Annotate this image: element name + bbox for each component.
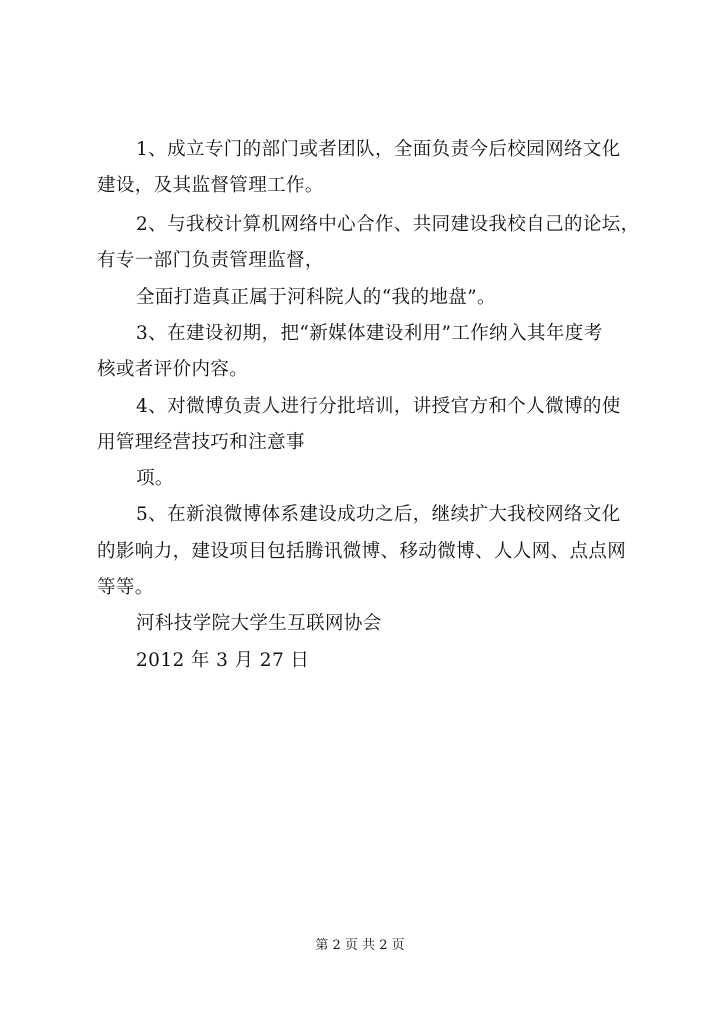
paragraph-3-line-1: 3、在建设初期，把“新媒体建设利用”工作纳入其年度考 (136, 323, 603, 344)
paragraph-4-line-3: 项。 (136, 468, 174, 489)
paragraph-1-line-2: 建设，及其监督管理工作。 (97, 175, 324, 196)
page-footer: 第 2 页 共 2 页 (315, 938, 405, 953)
paragraph-2-line-3: 全面打造真正属于河科院人的“我的地盘”。 (136, 287, 496, 308)
paragraph-5-line-2: 的影响力，建设项目包括腾讯微博、移动微博、人人网、点点网 (97, 541, 627, 562)
paragraph-2-line-2: 有专一部门负责管理监督， (97, 250, 324, 271)
paragraph-3-line-2: 核或者评价内容。 (97, 359, 249, 380)
paragraph-4-line-2: 用管理经营技巧和注意事 (97, 432, 305, 453)
signature-organization: 河科技学院大学生互联网协会 (136, 613, 382, 634)
paragraph-1-line-1: 1、成立专门的部门或者团队，全面负责今后校园网络文化 (136, 139, 621, 160)
signature-date: 2012 年 3 月 27 日 (136, 650, 310, 671)
paragraph-5-line-1: 5、在新浪微博体系建设成功之后，继续扩大我校网络文化 (136, 504, 621, 525)
paragraph-2-line-1: 2、与我校计算机网络中心合作、共同建设我校自己的论坛， (136, 214, 640, 235)
paragraph-4-line-1: 4、对微博负责人进行分批培训，讲授官方和个人微博的使 (136, 396, 621, 417)
paragraph-5-line-3: 等等。 (97, 577, 154, 598)
